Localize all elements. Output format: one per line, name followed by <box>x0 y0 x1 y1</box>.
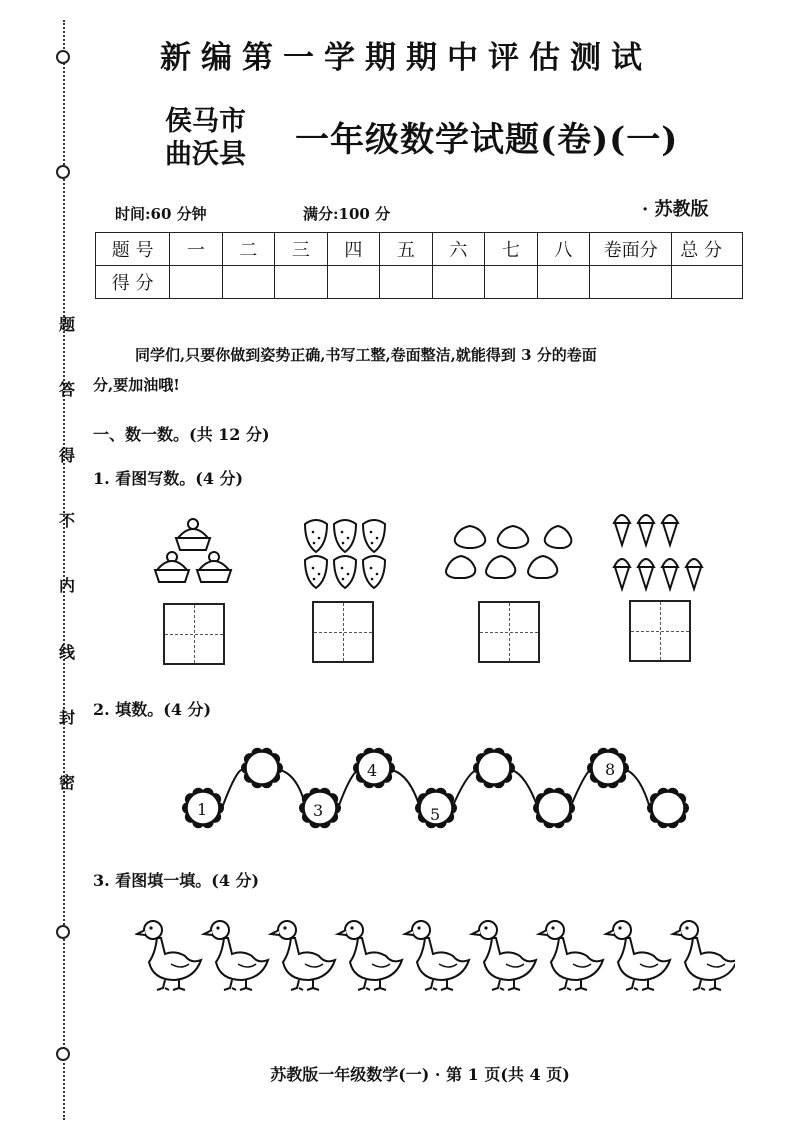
score-table <box>95 232 743 299</box>
answer-box[interactable] <box>163 603 225 665</box>
duck-icon <box>338 921 402 990</box>
score-cell[interactable] <box>380 266 433 299</box>
margin-char: 线 <box>58 643 75 662</box>
chain-number: 5 <box>430 805 441 824</box>
margin-char: 内 <box>58 576 75 595</box>
margin-char: 密 <box>58 773 75 792</box>
chain-number: 4 <box>367 761 378 780</box>
table-cell: 题 号 <box>96 233 170 266</box>
duck-icon <box>606 921 670 990</box>
county-name: 曲沃县 <box>165 139 246 170</box>
table-cell: 三 <box>275 233 328 266</box>
table-cell: 总 分 <box>672 233 743 266</box>
score-cell[interactable] <box>672 266 743 299</box>
table-cell: 四 <box>327 233 380 266</box>
margin-char: 不 <box>58 511 75 530</box>
intro-line-2: 分,要加油哦! <box>93 376 180 394</box>
chain-flower[interactable] <box>241 748 283 789</box>
page-footer: 苏教版一年级数学(一) · 第 1 页(共 4 页) <box>270 1065 570 1084</box>
main-title: 新编第一学期期中评估测试 <box>160 40 652 76</box>
chain-flower[interactable] <box>473 748 515 789</box>
duck-icon <box>673 921 735 990</box>
table-cell: 得 分 <box>96 266 170 299</box>
duck-icon <box>539 921 603 990</box>
intro-line-1: 同学们,只要你做到姿势正确,书写工整,卷面整洁,就能得到 3 分的卷面 <box>135 346 597 364</box>
question-2-title: 2. 填数。(4 分) <box>93 700 212 719</box>
binding-hole <box>56 1047 70 1061</box>
question-3-title: 3. 看图填一填。(4 分) <box>93 871 260 890</box>
score-cell[interactable] <box>537 266 590 299</box>
margin-char: 答 <box>58 380 75 399</box>
table-cell: 八 <box>537 233 590 266</box>
cupcake-icon <box>150 512 240 592</box>
table-cell: 七 <box>485 233 538 266</box>
table-row <box>96 233 743 266</box>
chain-flower[interactable] <box>647 788 689 829</box>
duck-icon <box>405 921 469 990</box>
chain-number: 8 <box>605 760 616 779</box>
table-row <box>96 266 743 299</box>
duck-icon <box>271 921 335 990</box>
chain-flower[interactable] <box>533 788 575 829</box>
table-cell: 一 <box>170 233 223 266</box>
city-name: 侯马市 <box>165 106 246 137</box>
chain-number: 1 <box>197 800 208 819</box>
answer-box[interactable] <box>478 601 540 663</box>
margin-char: 封 <box>58 708 75 727</box>
margin-char: 得 <box>58 446 75 465</box>
edition-label: · 苏教版 <box>642 199 709 220</box>
peach-icon <box>445 520 575 588</box>
duck-row <box>135 910 735 1000</box>
score-table-clip <box>0 0 743 320</box>
ice-cream-icon <box>608 505 708 597</box>
time-limit: 时间:60 分钟 <box>115 205 207 223</box>
duck-icon <box>204 921 268 990</box>
score-cell[interactable] <box>432 266 485 299</box>
table-cell: 二 <box>222 233 275 266</box>
score-cell[interactable] <box>590 266 672 299</box>
duck-icon <box>472 921 536 990</box>
full-score: 满分:100 分 <box>303 205 391 223</box>
binding-hole <box>56 925 70 939</box>
table-cell: 卷面分 <box>590 233 672 266</box>
number-chain <box>170 735 710 855</box>
answer-box[interactable] <box>629 600 691 662</box>
table-cell: 五 <box>380 233 433 266</box>
score-cell[interactable] <box>485 266 538 299</box>
score-cell[interactable] <box>327 266 380 299</box>
table-cell: 六 <box>432 233 485 266</box>
score-cell[interactable] <box>170 266 223 299</box>
answer-box[interactable] <box>312 601 374 663</box>
margin-char: 题 <box>58 315 75 334</box>
section-1-title: 一、数一数。(共 12 分) <box>93 425 270 444</box>
duck-icon <box>137 921 201 990</box>
question-1-title: 1. 看图写数。(4 分) <box>93 469 244 488</box>
exam-title: 一年级数学试题(卷)(一) <box>295 120 679 160</box>
strawberry-icon <box>300 512 395 592</box>
score-cell[interactable] <box>222 266 275 299</box>
chain-number: 3 <box>313 801 324 820</box>
score-cell[interactable] <box>275 266 328 299</box>
